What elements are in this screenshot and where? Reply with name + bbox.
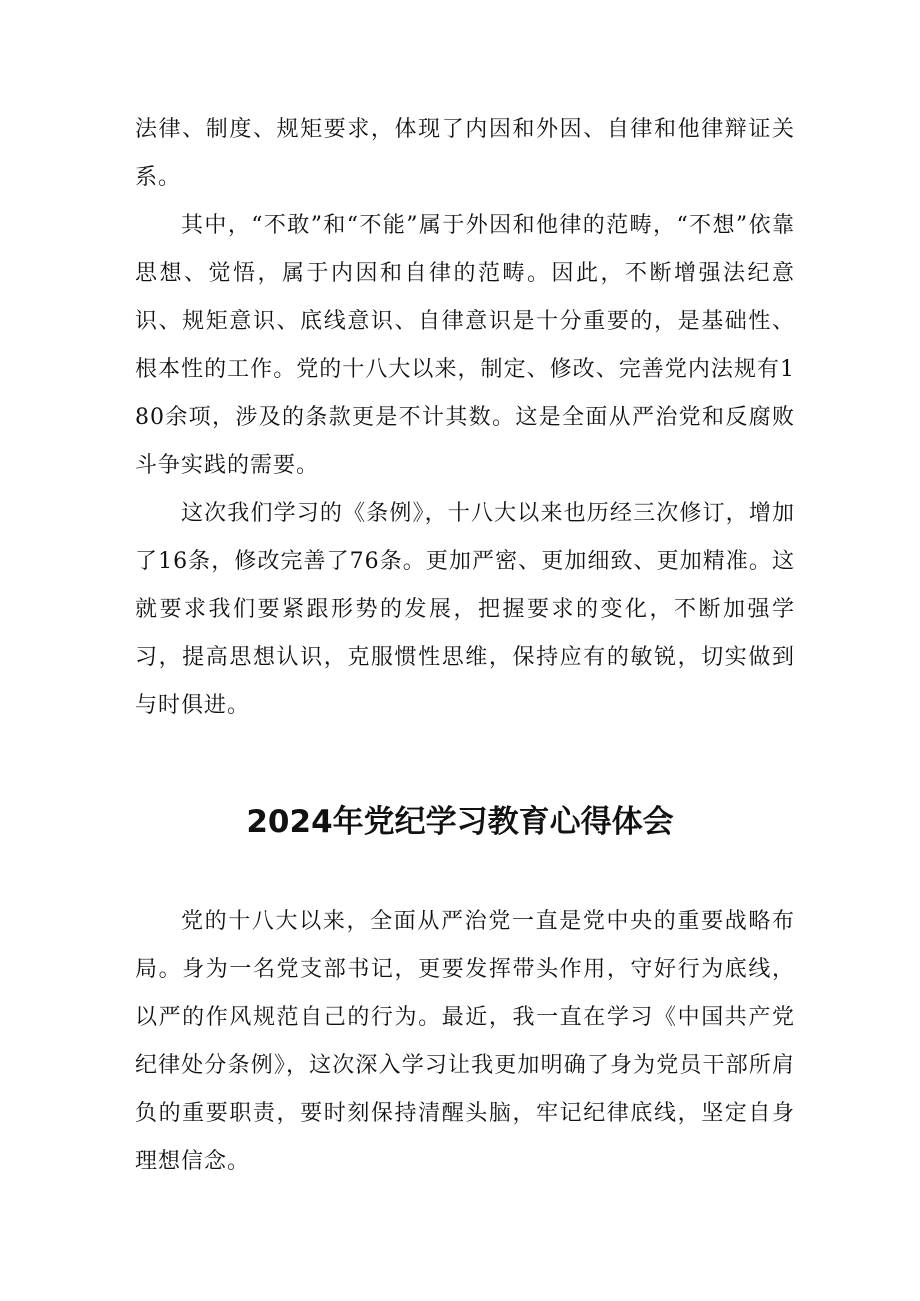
paragraph-3: 这次我们学习的《条例》，十八大以来也历经三次修订，增加了16条，修改完善了76条。更加严密、更加细致、更加精准。这就要求我们要紧跟形势的发展，把握要求的变化，不断加强学习，提高思想认识，克服惯性思维，保持应有的敏锐，切实做到与时俱进。 <box>135 501 795 718</box>
section-1-body <box>135 106 795 730</box>
paragraph-4: 党的十八大以来，全面从严治党一直是党中央的重要战略布局。身为一名党支部书记，更要发挥带头作用，守好行为底线，以严的作风规范自己的行为。最近，我一直在学习《中国共产党纪律处分条例》，这次深入学习让我更加明确了身为党员干部所肩负的重要职责，要时刻保持清醒头脑，牢记纪律底线，坚定自身理想信念。 <box>135 909 795 1174</box>
paragraph-2: 其中，“不敢”和“不能”属于外因和他律的范畴，“不想”依靠思想、觉悟，属于内因和自律的范畴。因此，不断增强法纪意识、规矩意识、底线意识、自律意识是十分重要的，是基础性、根本性的工作。党的十八大以来，制定、修改、完善党内法规有180余项，涉及的条款更是不计其数。这是全面从严治党和反腐败斗争实践的需要。 <box>135 213 795 478</box>
paragraph-1: 法律、制度、规矩要求，体现了内因和外因、自律和他律辩证关系。 <box>135 117 795 190</box>
section-2-body <box>135 898 795 1186</box>
section-2-title: 2024年党纪学习教育心得体会 <box>246 804 674 840</box>
